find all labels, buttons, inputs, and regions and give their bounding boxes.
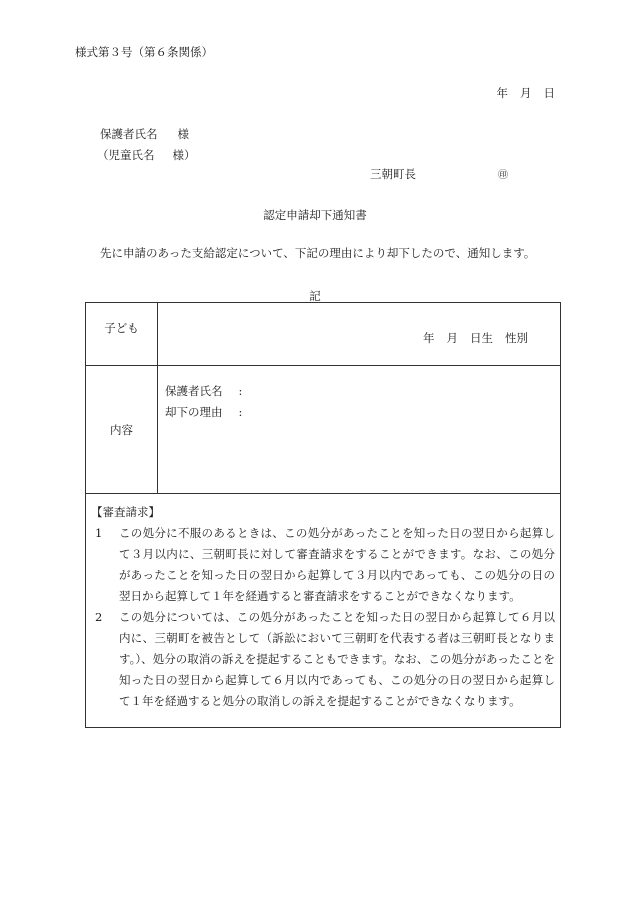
review-heading: 【審査請求】 [91, 505, 160, 519]
date-year: 年 [496, 86, 508, 100]
guardian-name-colon: : [238, 384, 243, 398]
child-suffix: 様） [172, 148, 196, 162]
review-item-text: この処分については、この処分があったことを知った日の翌日から起算して６月以内に、三朝町を被告として（訴訟において三朝町を代表する者は三朝町長となります。）、処分の取消の訴えを提起することもできます。なお、この処分があったことを知った日の翌日から起算して６月以内であっても、この処分の日の翌日から起算して１年を経過すると処分の取消しの訴えを提起することができなくなります。 [119, 610, 555, 708]
child-addressee [97, 147, 196, 163]
child-label-cell [86, 303, 158, 366]
details-table [85, 302, 561, 728]
guardian-suffix: 様 [177, 127, 189, 141]
content-row-label: 内容 [110, 422, 133, 437]
review-item-text: この処分に不服のあるときは、この処分があったことを知った日の翌日から起算して３月以内に、三朝町長に対して審査請求をすることができます。なお、この処分があったことを知った日の翌日から起算して３月以内であっても、この処分の日の翌日から起算して１年を経過すると審査請求をすることができなくなります。 [119, 526, 555, 603]
content-label-cell [86, 366, 158, 494]
review-item [91, 607, 555, 712]
gender-label: 性別 [505, 331, 528, 345]
child-value-cell [158, 303, 561, 366]
date-month: 月 [520, 86, 532, 100]
child-label: （児童氏名 [97, 148, 155, 162]
form-number: 様式第３号（第６条関係） [75, 45, 213, 59]
issuer-title: 三朝町長 [370, 167, 416, 181]
seal-mark: ㊞ [498, 170, 508, 181]
birth-day: 日生 [470, 331, 493, 345]
content-value-cell [158, 366, 561, 494]
reason-colon: : [238, 405, 243, 419]
review-item-number: 2 [95, 610, 103, 624]
intro-text: 先に申請のあった支給認定について、下記の理由により却下したので、通知します。 [100, 246, 536, 260]
review-item [91, 523, 555, 607]
guardian-name-label: 保護者氏名 [165, 384, 223, 398]
document-title: 認定申請却下通知書 [263, 208, 367, 222]
review-cell [86, 494, 561, 728]
reason-label: 却下の理由 [165, 405, 223, 419]
issuer [370, 166, 508, 182]
reason-line [165, 402, 560, 423]
review-row [86, 494, 561, 728]
guardian-addressee [100, 126, 189, 142]
birth-year: 年 [423, 331, 435, 345]
content-row [86, 366, 561, 494]
child-row [86, 303, 561, 366]
guardian-label: 保護者氏名 [100, 127, 158, 141]
date-line [485, 85, 556, 101]
ki-heading: 記 [309, 289, 321, 303]
guardian-name-line [165, 381, 560, 402]
review-item-number: 1 [95, 526, 103, 540]
birth-month: 月 [446, 331, 458, 345]
birth-date-gender [423, 330, 528, 346]
child-row-label: 子ども [104, 321, 139, 335]
date-day: 日 [543, 86, 555, 100]
